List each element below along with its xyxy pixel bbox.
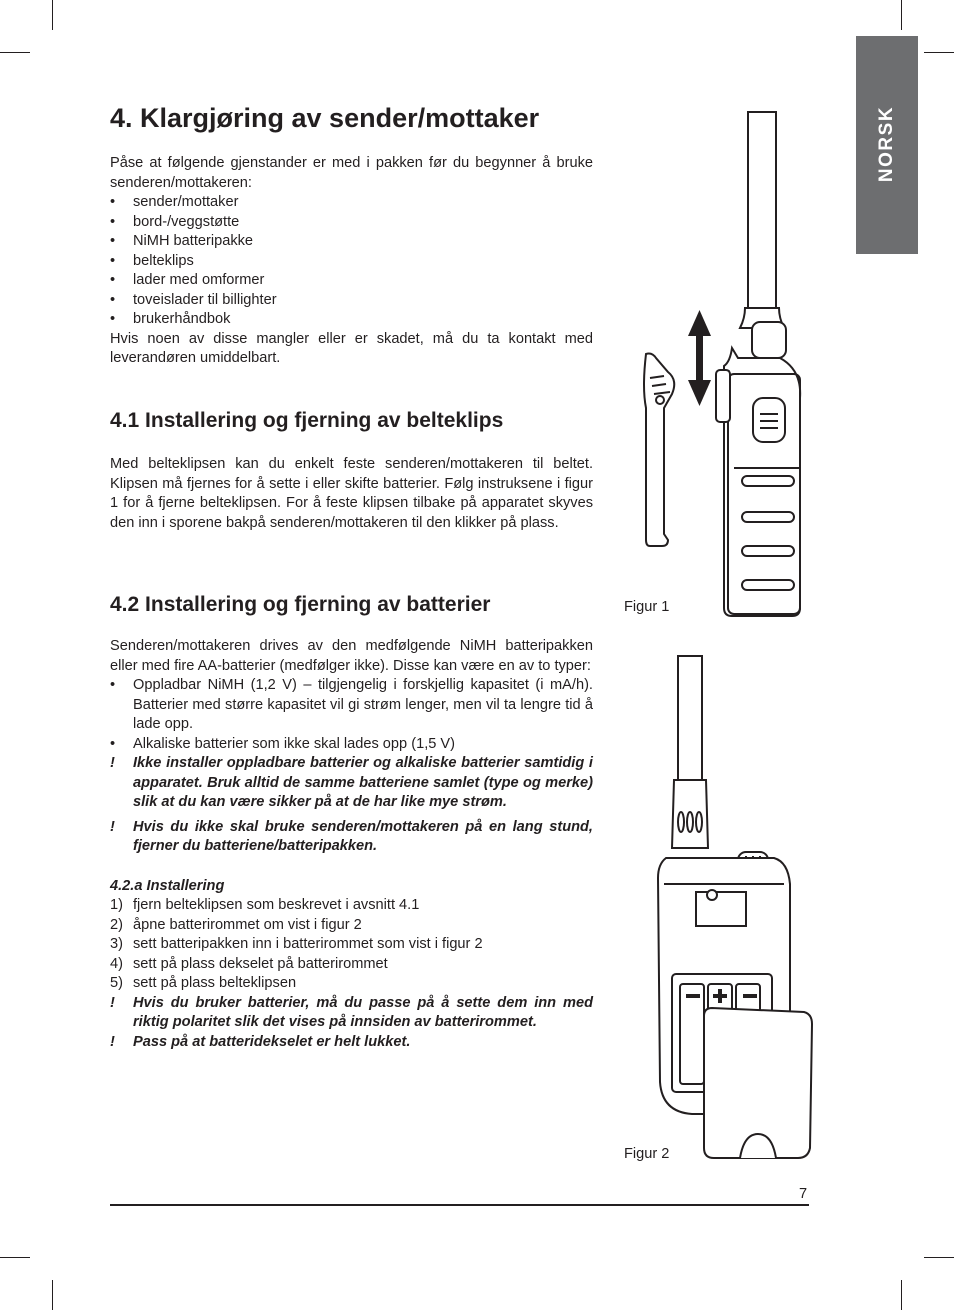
list-item: • sender/mottaker xyxy=(110,193,593,213)
intro-block xyxy=(110,154,593,369)
page-number: 7 xyxy=(799,1186,808,1202)
intro-after-text: Hvis noen av disse mangler eller er skadet, må du ta kontakt med leverandøren umiddelbart. xyxy=(110,330,593,366)
crop-mark xyxy=(901,0,902,30)
section-41-text: Med belteklipsen kan du enkelt feste senderen/mottakeren til beltet. Klipsen må fjernes for å sette i eller skifte batterier. Følg instruksene i figur 1 for å fjerne belteklipsen. For å feste klipsen tilbake på apparatet skyves den inn i sporene bakpå senderen/mottakeren til den klikker på plass. xyxy=(110,456,593,531)
crop-mark xyxy=(52,0,53,30)
warning-note xyxy=(110,994,593,1033)
list-item: • brukerhåndbok xyxy=(110,310,593,330)
warning-text: Ikke installer oppladbare batterier og alkaliske batterier samtidig i apparatet. Bruk alltid de samme batteriene samlet (type og merke) slik at du kan være sikker på at de har like mye strøm. xyxy=(133,755,593,810)
warning-mark: ! xyxy=(110,755,115,771)
list-item: • toveislader til billighter xyxy=(110,291,593,311)
language-tab-label: NORSK xyxy=(876,105,897,183)
crop-mark xyxy=(0,52,30,53)
figure-1-caption: Figur 1 xyxy=(624,599,670,615)
list-item: • belteklips xyxy=(110,252,593,272)
section-41-body xyxy=(110,455,593,533)
warning-note xyxy=(110,754,593,813)
install-steps xyxy=(110,896,593,994)
subsection-heading: 4.2.a Installering xyxy=(110,877,225,894)
footer-rule xyxy=(110,1204,809,1206)
list-item: • Oppladbar NiMH (1,2 V) – tilgjengelig i forskjellig kapasitet (i mA/h). Batterier med større kapasitet vil gi strøm lenger, men vil ta lengre tid å lade opp. xyxy=(110,676,593,735)
crop-mark xyxy=(52,1280,53,1310)
warning-note xyxy=(110,1033,593,1053)
warning-text: Pass på at batteridekselet er helt lukket. xyxy=(133,1033,411,1050)
crop-mark xyxy=(0,1257,30,1258)
list-item: • Alkaliske batterier som ikke skal lades opp (1,5 V) xyxy=(110,735,593,755)
step-item: 1) fjern belteklipsen som beskrevet i avsnitt 4.1 xyxy=(110,897,420,913)
crop-mark xyxy=(924,1257,954,1258)
battery-types-list xyxy=(110,676,593,754)
figure-2-caption: Figur 2 xyxy=(624,1146,670,1162)
section-42-body xyxy=(110,637,593,1052)
figure-1-belt-clip-illustration xyxy=(620,108,820,620)
step-item: 4) sett på plass dekselet på batterirommet xyxy=(110,955,388,972)
warning-text: Hvis du bruker batterier, må du passe på å sette dem inn med riktig polaritet slik det vises på innsiden av batterirommet. xyxy=(133,994,593,1030)
crop-mark xyxy=(924,52,954,53)
warning-mark: ! xyxy=(110,818,115,835)
step-item: 3) sett batteripakken inn i batterirommet som vist i figur 2 xyxy=(110,936,483,952)
warning-note xyxy=(110,818,593,857)
language-tab xyxy=(856,36,918,254)
figure-2-battery-illustration xyxy=(640,652,820,1168)
warning-mark: ! xyxy=(110,994,115,1011)
warning-mark: ! xyxy=(110,1033,115,1050)
section-41-heading: 4.1 Installering og fjerning av belteklips xyxy=(110,409,504,432)
list-item: • NiMH batteripakke xyxy=(110,232,593,252)
list-item: • lader med omformer xyxy=(110,271,593,291)
section-42-text: Senderen/mottakeren drives av den medfølgende NiMH batteripakken eller med fire AA-batterier (medfølger ikke). Disse kan være en av to typer: xyxy=(110,638,593,674)
step-item: 5) sett på plass belteklipsen xyxy=(110,975,297,991)
warning-text: Hvis du ikke skal bruke senderen/mottakeren på en lang stund, fjerner du batteriene/batteripakken. xyxy=(133,818,593,854)
page-title: 4. Klargjøring av sender/mottaker xyxy=(110,103,540,133)
step-item: 2) åpne batterirommet om vist i figur 2 xyxy=(110,916,362,933)
list-item: • bord-/veggstøtte xyxy=(110,213,593,233)
package-list xyxy=(110,193,593,330)
intro-text: Påse at følgende gjenstander er med i pakken før du begynner å bruke senderen/mottakeren: xyxy=(110,155,593,191)
crop-mark xyxy=(901,1280,902,1310)
section-42-heading: 4.2 Installering og fjerning av batterier xyxy=(110,593,491,616)
